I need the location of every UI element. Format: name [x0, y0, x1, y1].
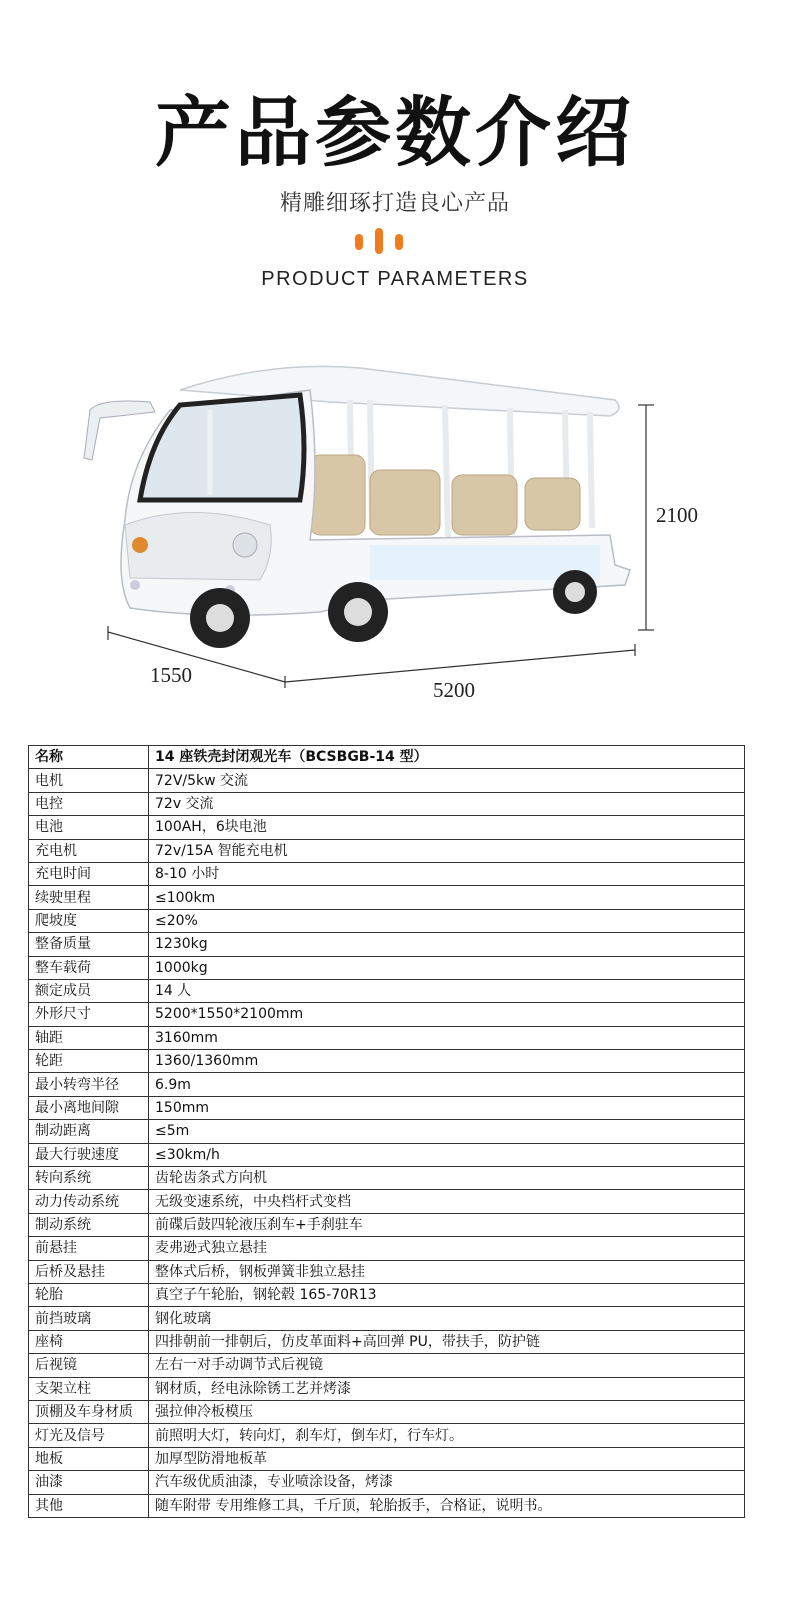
table-row: [29, 746, 745, 769]
table-row: [29, 886, 745, 909]
spec-name-cell: 地板: [29, 1447, 149, 1470]
spec-name-cell: 额定成员: [29, 979, 149, 1002]
table-row: [29, 1494, 745, 1517]
spec-name-cell: 灯光及信号: [29, 1424, 149, 1447]
spec-value-cell: 14 座铁壳封闭观光车（BCSBGB-14 型）: [149, 746, 745, 769]
spec-value-cell: 100AH，6块电池: [149, 816, 745, 839]
spec-name-cell: 外形尺寸: [29, 1003, 149, 1026]
table-row: [29, 1096, 745, 1119]
spec-name-cell: 制动系统: [29, 1213, 149, 1236]
spec-value-cell: 整体式后桥，钢板弹簧非独立悬挂: [149, 1260, 745, 1283]
spec-value-cell: 前碟后鼓四轮液压刹车+手刹驻车: [149, 1213, 745, 1236]
spec-name-cell: 电控: [29, 792, 149, 815]
table-row: [29, 1190, 745, 1213]
table-row: [29, 1424, 745, 1447]
spec-value-cell: 钢化玻璃: [149, 1307, 745, 1330]
spec-name-cell: 充电时间: [29, 862, 149, 885]
spec-name-cell: 后视镜: [29, 1354, 149, 1377]
spec-name-cell: 座椅: [29, 1330, 149, 1353]
spec-name-cell: 油漆: [29, 1471, 149, 1494]
spec-name-cell: 转向系统: [29, 1167, 149, 1190]
table-row: [29, 1073, 745, 1096]
table-row: [29, 1120, 745, 1143]
spec-value-cell: 1230kg: [149, 933, 745, 956]
spec-name-cell: 顶棚及车身材质: [29, 1400, 149, 1423]
spec-name-cell: 充电机: [29, 839, 149, 862]
spec-name-cell: 最小离地间隙: [29, 1096, 149, 1119]
spec-name-cell: 轴距: [29, 1026, 149, 1049]
spec-value-cell: 14 人: [149, 979, 745, 1002]
spec-value-cell: ≤5m: [149, 1120, 745, 1143]
spec-name-cell: 前悬挂: [29, 1237, 149, 1260]
spec-value-cell: 前照明大灯，转向灯，刹车灯，倒车灯，行车灯。: [149, 1424, 745, 1447]
spec-name-cell: 最小转弯半径: [29, 1073, 149, 1096]
english-title: PRODUCT PARAMETERS: [261, 268, 529, 290]
table-row: [29, 1447, 745, 1470]
table-row: [29, 1026, 745, 1049]
table-row: [29, 839, 745, 862]
spec-name-cell: 名称: [29, 746, 149, 769]
table-row: [29, 1400, 745, 1423]
table-row: [29, 933, 745, 956]
spec-name-cell: 爬坡度: [29, 909, 149, 932]
table-row: [29, 1213, 745, 1236]
spec-value-cell: 加厚型防滑地板革: [149, 1447, 745, 1470]
height-dimension-label: 2100: [656, 503, 698, 527]
spec-value-cell: 齿轮齿条式方向机: [149, 1167, 745, 1190]
spec-value-cell: 麦弗逊式独立悬挂: [149, 1237, 745, 1260]
spec-value-cell: 强拉伸冷板模压: [149, 1400, 745, 1423]
spec-value-cell: 四排朝前一排朝后，仿皮革面料+高回弹 PU，带扶手，防护链: [149, 1330, 745, 1353]
spec-name-cell: 轮胎: [29, 1283, 149, 1306]
spec-value-cell: 随车附带 专用维修工具，千斤顶，轮胎扳手，合格证，说明书。: [149, 1494, 745, 1517]
spec-value-cell: 8-10 小时: [149, 862, 745, 885]
table-row: [29, 862, 745, 885]
spec-value-cell: 72v/15A 智能充电机: [149, 839, 745, 862]
spec-value-cell: ≤30km/h: [149, 1143, 745, 1166]
spec-name-cell: 制动距离: [29, 1120, 149, 1143]
spec-value-cell: 钢材质，经电泳除锈工艺并烤漆: [149, 1377, 745, 1400]
spec-value-cell: 5200*1550*2100mm: [149, 1003, 745, 1026]
table-row: [29, 1354, 745, 1377]
spec-name-cell: 电机: [29, 769, 149, 792]
spec-value-cell: 1360/1360mm: [149, 1050, 745, 1073]
table-row: [29, 1471, 745, 1494]
decorative-bars: [355, 228, 435, 254]
spec-name-cell: 整车载荷: [29, 956, 149, 979]
table-row: [29, 1260, 745, 1283]
table-row: [29, 1377, 745, 1400]
spec-name-cell: 支架立柱: [29, 1377, 149, 1400]
spec-value-cell: 汽车级优质油漆，专业喷涂设备，烤漆: [149, 1471, 745, 1494]
spec-name-cell: 整备质量: [29, 933, 149, 956]
table-row: [29, 1283, 745, 1306]
spec-value-cell: 150mm: [149, 1096, 745, 1119]
table-row: [29, 956, 745, 979]
spec-name-cell: 电池: [29, 816, 149, 839]
table-row: [29, 1167, 745, 1190]
spec-value-cell: 左右一对手动调节式后视镜: [149, 1354, 745, 1377]
spec-value-cell: 72V/5kw 交流: [149, 769, 745, 792]
spec-name-cell: 最大行驶速度: [29, 1143, 149, 1166]
table-row: [29, 1050, 745, 1073]
spec-value-cell: 3160mm: [149, 1026, 745, 1049]
spec-name-cell: 轮距: [29, 1050, 149, 1073]
spec-value-cell: 无级变速系统，中央档杆式变档: [149, 1190, 745, 1213]
spec-table: [28, 745, 745, 1518]
table-row: [29, 1307, 745, 1330]
table-row: [29, 909, 745, 932]
spec-value-cell: ≤20%: [149, 909, 745, 932]
sightseeing-bus-image: [70, 350, 720, 710]
spec-value-cell: 1000kg: [149, 956, 745, 979]
spec-name-cell: 后桥及悬挂: [29, 1260, 149, 1283]
table-row: [29, 1330, 745, 1353]
spec-value-cell: ≤100km: [149, 886, 745, 909]
spec-value-cell: 6.9m: [149, 1073, 745, 1096]
spec-name-cell: 动力传动系统: [29, 1190, 149, 1213]
table-row: [29, 979, 745, 1002]
page-subtitle: 精雕细琢打造良心产品: [279, 191, 510, 216]
page-title: 产品参数介绍: [155, 88, 635, 177]
table-row: [29, 1237, 745, 1260]
table-row: [29, 792, 745, 815]
width-dimension-label: 1550: [150, 663, 192, 687]
table-row: [29, 816, 745, 839]
table-row: [29, 769, 745, 792]
spec-value-cell: 72v 交流: [149, 792, 745, 815]
length-dimension-label: 5200: [433, 678, 475, 702]
table-row: [29, 1003, 745, 1026]
spec-name-cell: 前挡玻璃: [29, 1307, 149, 1330]
table-row: [29, 1143, 745, 1166]
spec-name-cell: 续驶里程: [29, 886, 149, 909]
spec-name-cell: 其他: [29, 1494, 149, 1517]
spec-value-cell: 真空子午轮胎，钢轮毂 165-70R13: [149, 1283, 745, 1306]
